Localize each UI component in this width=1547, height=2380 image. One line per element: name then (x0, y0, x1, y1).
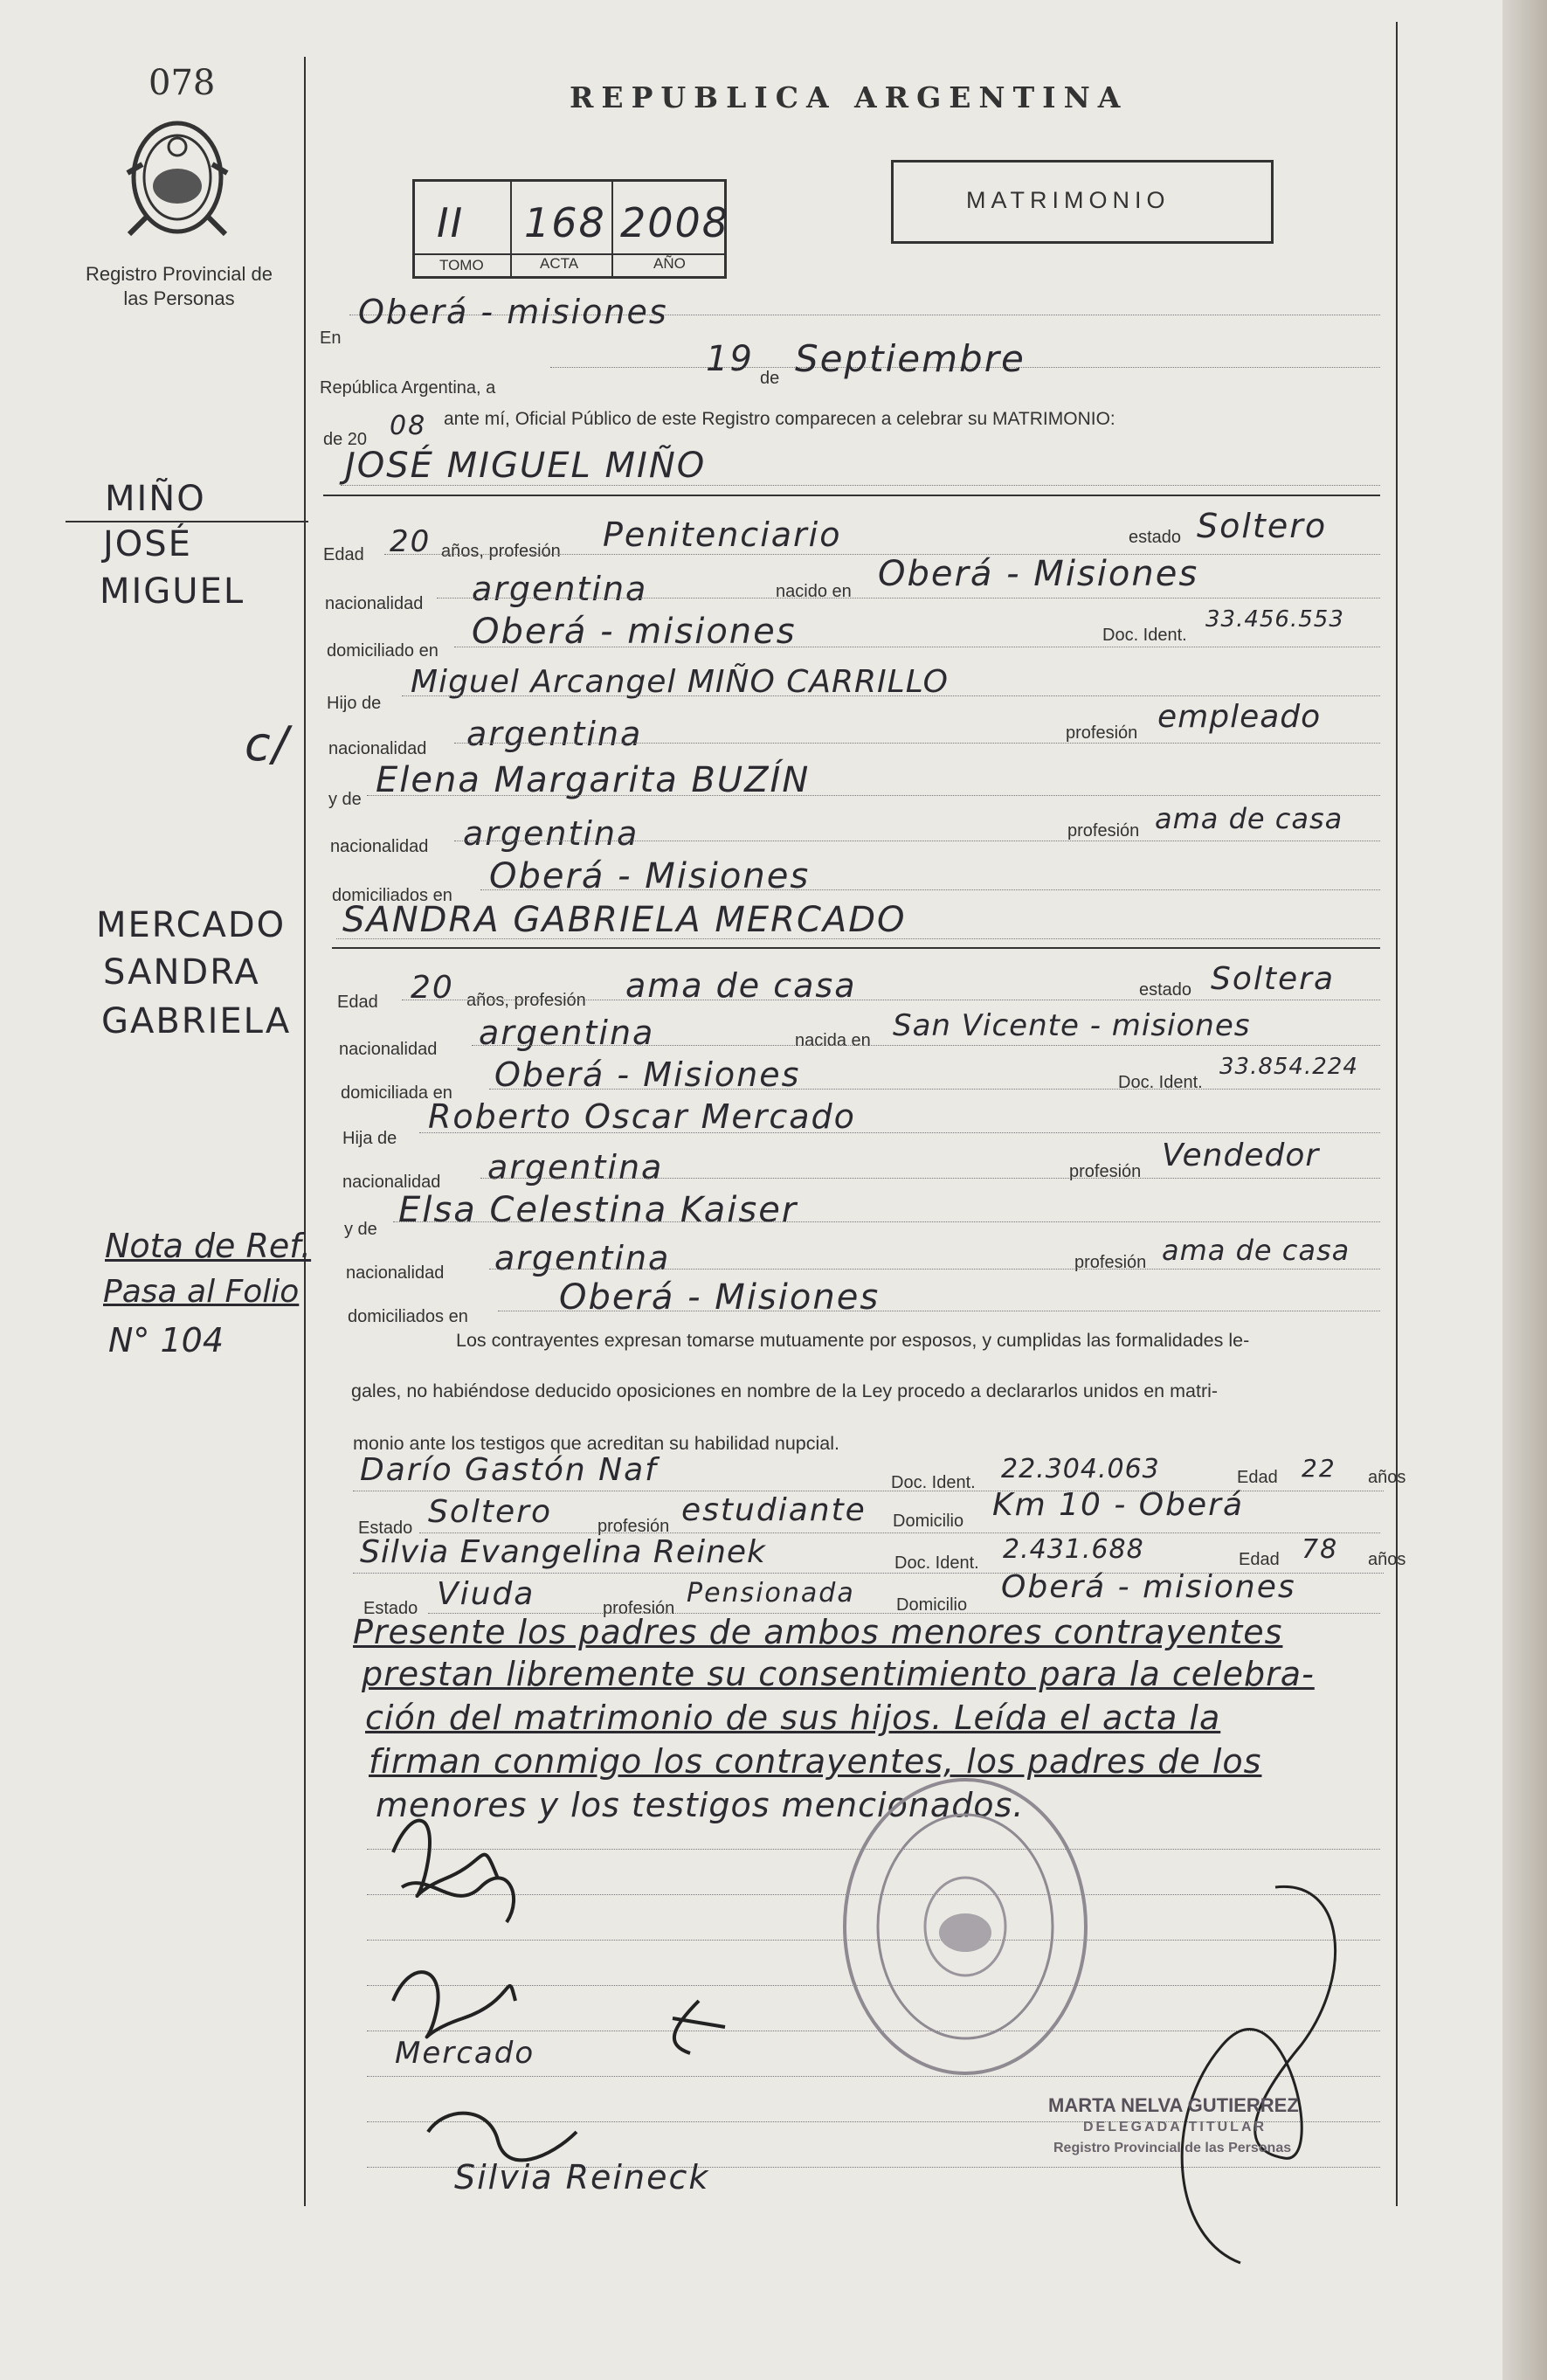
margin-note-3: N° 104 (108, 1321, 224, 1360)
groom-parents-dom-label: domiciliados en (332, 886, 452, 905)
groom-parents-dom-line (480, 889, 1380, 890)
year-prefix: de 20 (323, 430, 368, 449)
groom-profession: Penitenciario (603, 515, 842, 554)
groom-estado-label: estado (1129, 528, 1182, 547)
groom-doc-label: Doc. Ident. (1102, 626, 1187, 645)
record-divider-1 (510, 179, 512, 279)
groom-mother: Elena Margarita BUZÍN (376, 760, 811, 800)
groom-hijo-label: Hijo de (327, 694, 382, 713)
groom-domicile: Oberá - misiones (472, 612, 797, 652)
ano-value: 2008 (620, 199, 730, 246)
witness-2-doc-label: Doc. Ident. (894, 1553, 979, 1573)
note-line-2: prestan libremente su consentimiento para la celebra- (362, 1655, 1315, 1693)
margin-bride-surname: MERCADO (96, 905, 287, 945)
bride-mother-nac-label: nacionalidad (346, 1263, 445, 1283)
groom-mother-nac-label: nacionalidad (330, 837, 429, 856)
groom-doc: 33.456.553 (1205, 606, 1344, 633)
margin-groom-surname: MIÑO (105, 479, 206, 519)
groom-edad-label: Edad (323, 545, 364, 564)
bride-birthplace: San Vicente - misiones (893, 1008, 1251, 1043)
acta-label: ACTA (540, 255, 579, 272)
declaration-line-3: monio ante los testigos que acreditan su habilidad nupcial. (353, 1433, 839, 1454)
bride-father-prof-label: profesión (1069, 1162, 1142, 1181)
bride-anos-label: años, profesión (466, 991, 586, 1010)
bride-nacida-label: nacida en (795, 1031, 871, 1050)
bride-full-name: SANDRA GABRIELA MERCADO (342, 900, 907, 940)
bride-section-rule (332, 947, 1380, 949)
bride-father: Roberto Oscar Mercado (428, 1097, 856, 1136)
civil-registry-seal-icon (839, 1774, 1092, 2079)
witness-2-estado-label: Estado (363, 1599, 418, 1618)
en-label: En (320, 329, 342, 348)
note-line-5: menores y los testigos mencionados. (376, 1786, 1025, 1824)
intro-day: 19 (706, 339, 754, 379)
groom-section-rule (323, 495, 1380, 496)
groom-father-line (402, 695, 1380, 696)
groom-yde-label: y de (328, 790, 362, 809)
bride-mother-line (393, 1221, 1380, 1222)
groom-mother-prof-label: profesión (1067, 821, 1140, 841)
bride-mother-nationality: argentina (494, 1239, 671, 1277)
witness-1-name: Darío Gastón Naf (360, 1452, 658, 1488)
bride-yde-label: y de (344, 1220, 377, 1239)
groom-father-nationality: argentina (466, 715, 643, 753)
bride-mother-nac-line (489, 1269, 1380, 1270)
witness-2-prof-label: profesión (603, 1599, 675, 1618)
witness-1-domicile: Km 10 - Oberá (992, 1487, 1245, 1523)
record-divider-2 (611, 179, 613, 279)
bride-mother-prof-label: profesión (1074, 1253, 1147, 1272)
witness-2-dom-label: Domicilio (896, 1595, 968, 1615)
groom-birthplace: Oberá - Misiones (878, 554, 1199, 594)
margin-note-1: Nota de Ref. (105, 1227, 312, 1265)
witness-1-doc-label: Doc. Ident. (891, 1473, 976, 1492)
bride-father-nac-line (480, 1178, 1380, 1179)
witness-1-dom-label: Domicilio (893, 1512, 964, 1531)
official-name: MARTA NELVA GUTIERREZ (1048, 2094, 1299, 2116)
groom-father: Miguel Arcangel MIÑO CARRILLO (411, 664, 950, 700)
witness-2-doc: 2.431.688 (1003, 1534, 1144, 1565)
left-column-rule (304, 57, 306, 2206)
registry-name: Registro Provincial de las Personas (86, 263, 273, 309)
declaration-line-2: gales, no habiéndose deducido oposiciones en nombre de la Ley procedo a declararlos unidos en matri- (351, 1380, 1219, 1401)
intro-text: ante mí, Oficial Público de este Registro comparecen a celebrar su MATRIMONIO: (444, 409, 1115, 429)
witness-2-edad-label: Edad (1239, 1550, 1280, 1569)
groom-marital-status: Soltero (1197, 507, 1328, 545)
bride-age: 20 (411, 970, 454, 1006)
groom-nacionalidad-label: nacionalidad (325, 594, 424, 613)
official-title: DELEGADA TITULAR (1083, 2120, 1267, 2134)
declaration-line-1: Los contrayentes expresan tomarse mutuamente por esposos, y cumplidas las formalidades le- (456, 1330, 1250, 1351)
bride-father-line (419, 1132, 1380, 1133)
bride-nacionalidad-label: nacionalidad (339, 1040, 438, 1059)
right-frame-rule (1396, 22, 1398, 2206)
witness-1-age: 22 (1302, 1454, 1336, 1483)
margin-connector: c/ (245, 716, 290, 771)
witness-1-estado-line (419, 1532, 1380, 1533)
groom-domicilio-label: domiciliado en (327, 641, 439, 661)
bride-domicile: Oberá - Misiones (494, 1055, 801, 1094)
bride-parents-dom-label: domiciliados en (348, 1307, 468, 1326)
provincial-seal-icon (121, 112, 234, 241)
witness-1-status: Soltero (428, 1494, 552, 1530)
intro-place: Oberá - misiones (358, 293, 668, 331)
signature-bottom: Silvia Reineck (454, 2158, 710, 2197)
witness-1-prof-label: profesión (597, 1517, 670, 1536)
witness-1-estado-label: Estado (358, 1519, 413, 1538)
year-suffix: 08 (390, 411, 427, 441)
witness-1-doc: 22.304.063 (1001, 1454, 1160, 1484)
margin-groom-name-2: MIGUEL (100, 571, 245, 612)
witness-1-edad-label: Edad (1237, 1468, 1278, 1487)
page-edge (1502, 0, 1547, 2380)
bride-father-nationality: argentina (487, 1148, 664, 1187)
witness-2-profession: Pensionada (687, 1578, 855, 1609)
bride-father-nac-label: nacionalidad (342, 1173, 441, 1192)
witness-2-status: Viuda (437, 1576, 535, 1612)
bride-nationality: argentina (479, 1014, 655, 1052)
country-heading: REPUBLICA ARGENTINA (570, 80, 1129, 114)
witness-2-age: 78 (1302, 1534, 1339, 1565)
witness-1-anos-label: años (1368, 1468, 1406, 1487)
groom-mother-nationality: argentina (463, 814, 639, 853)
witness-2-domicile: Oberá - misiones (1001, 1569, 1296, 1605)
bride-nac-line (472, 1045, 1380, 1046)
groom-mother-profession: ama de casa (1155, 802, 1343, 835)
note-line-3: ción del matrimonio de sus hijos. Leída el acta la (365, 1699, 1221, 1737)
intro-month: Septiembre (795, 337, 1026, 380)
bride-estado-label: estado (1139, 980, 1192, 1000)
bride-mother-profession: ama de casa (1162, 1234, 1350, 1267)
folio-number: 078 (148, 63, 216, 103)
groom-anos-label: años, profesión (441, 542, 561, 561)
bride-dom-line (489, 1089, 1380, 1090)
bride-domicilio-label: domiciliada en (341, 1083, 452, 1103)
witness-2-anos-label: años (1368, 1550, 1406, 1569)
margin-groom-name-1: JOSÉ (103, 524, 192, 564)
groom-father-nac-line (454, 743, 1380, 744)
de-label: de (760, 369, 780, 388)
official-signature-icon (1144, 1870, 1363, 2272)
margin-note-2: Pasa al Folio (103, 1274, 300, 1310)
signature-mercado: Mercado (395, 2036, 535, 2071)
groom-father-profession: empleado (1157, 699, 1322, 735)
groom-father-nac-label: nacionalidad (328, 739, 427, 758)
margin-top-rule (66, 521, 308, 522)
bride-father-profession: Vendedor (1162, 1138, 1320, 1173)
bride-doc-label: Doc. Ident. (1118, 1073, 1203, 1092)
witness-1-profession: estudiante (681, 1492, 867, 1528)
official-org: Registro Provincial de las Personas (1053, 2141, 1292, 2155)
groom-father-prof-label: profesión (1066, 723, 1138, 743)
signature-marks-icon (376, 1800, 742, 2210)
bride-parents-domicile: Oberá - Misiones (559, 1277, 881, 1318)
acta-value: 168 (524, 199, 606, 246)
bride-profession: ama de casa (625, 966, 857, 1005)
note-line-1: Presente los padres de ambos menores contrayentes (353, 1613, 1283, 1651)
ano-label: AÑO (653, 255, 686, 272)
note-line-4: firman conmigo los contrayentes, los padres de los (369, 1742, 1262, 1781)
groom-nationality: argentina (472, 570, 648, 608)
bride-edad-label: Edad (337, 993, 378, 1012)
tomo-label: TOMO (439, 257, 484, 273)
groom-nacido-label: nacido en (776, 582, 852, 601)
witness-2-name: Silvia Evangelina Reinek (360, 1534, 766, 1570)
bride-doc: 33.854.224 (1219, 1054, 1358, 1080)
groom-full-name: JOSÉ MIGUEL MIÑO (345, 446, 707, 486)
groom-mother-line (367, 795, 1380, 796)
document-type-title: MATRIMONIO (966, 187, 1171, 213)
margin-bride-name-1: SANDRA (103, 952, 260, 993)
groom-parents-domicile: Oberá - Misiones (489, 856, 811, 896)
groom-age: 20 (390, 524, 432, 559)
bride-marital-status: Soltera (1211, 961, 1336, 997)
bride-hija-label: Hija de (342, 1129, 397, 1148)
republica-label: República Argentina, a (320, 378, 496, 398)
margin-bride-name-2: GABRIELA (101, 1001, 292, 1041)
bride-mother: Elsa Celestina Kaiser (398, 1190, 798, 1230)
tomo-value: II (437, 199, 465, 246)
